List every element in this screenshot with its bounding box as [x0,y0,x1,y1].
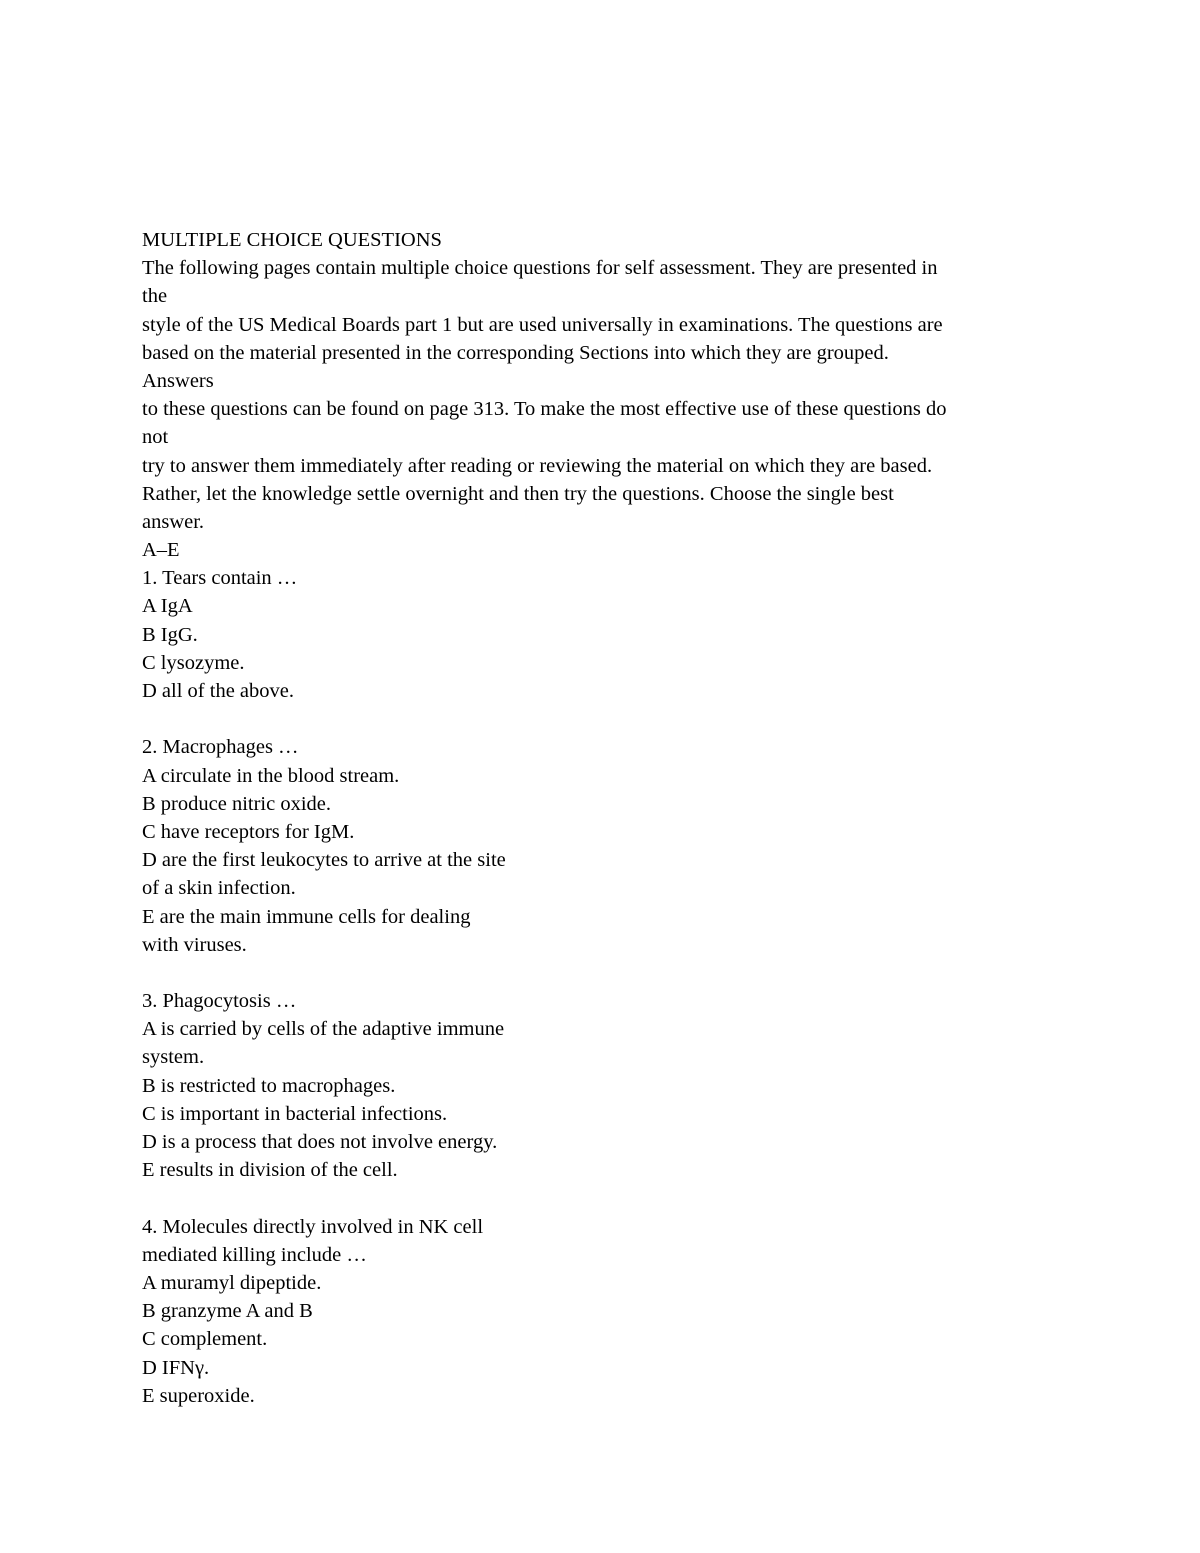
intro-line: answer. [142,510,205,533]
answer-option-b: B is restricted to macrophages. [142,1074,396,1097]
answer-option-a-continued: system. [142,1046,205,1069]
answer-option-c: C lysozyme. [142,651,245,674]
answer-option-a: A circulate in the blood stream. [142,764,400,787]
question-1 [142,564,1072,705]
answer-option-c: C complement. [142,1328,268,1351]
answer-option-e: E results in division of the cell. [142,1159,398,1182]
answer-option-c: C have receptors for IgM. [142,820,355,843]
answer-option-d: D IFNγ. [142,1356,210,1379]
intro-line: the [142,285,168,308]
document-body [142,226,1072,1410]
answer-option-c: C is important in bacterial infections. [142,1102,448,1125]
answer-option-b: B granzyme A and B [142,1300,313,1323]
intro-line: Rather, let the knowledge settle overnight and then try the questions. Choose the single best [142,482,894,505]
question-2 [142,733,1072,959]
spacer [142,959,1072,987]
answer-option-a: A IgA [142,595,193,618]
question-stem: 4. Molecules directly involved in NK cell [142,1215,484,1238]
answer-option-b: B produce nitric oxide. [142,792,332,815]
intro-line: Answers [142,369,214,392]
answer-option-a: A muramyl dipeptide. [142,1271,322,1294]
intro-line: The following pages contain multiple choice questions for self assessment. They are presented in [142,257,938,280]
answer-option-e: E are the main immune cells for dealing [142,905,471,928]
question-stem-continued: mediated killing include … [142,1243,367,1266]
intro-paragraph [142,254,1072,536]
intro-line: try to answer them immediately after reading or reviewing the material on which they are based. [142,454,933,477]
spacer [142,1184,1072,1212]
question-4 [142,1213,1072,1410]
answer-option-d: D is a process that does not involve energy. [142,1131,498,1153]
answer-option-a: A is carried by cells of the adaptive immune [142,1018,505,1041]
question-3 [142,987,1072,1184]
intro-line: to these questions can be found on page 313. To make the most effective use of these questions do [142,398,947,421]
page-heading: MULTIPLE CHOICE QUESTIONS [142,229,442,251]
question-stem: 2. Macrophages … [142,736,299,759]
answer-option-d: D all of the above. [142,680,294,702]
intro-line: not [142,426,169,449]
intro-line: based on the material presented in the corresponding Sections into which they are grouped. [142,341,889,364]
format-label: A–E [142,539,180,562]
question-stem: 1. Tears contain … [142,567,298,590]
answer-option-d-continued: of a skin infection. [142,877,296,900]
answer-option-e: E superoxide. [142,1384,255,1407]
answer-option-e-continued: with viruses. [142,933,247,956]
answer-option-b: B IgG. [142,623,198,646]
answer-option-d: D are the first leukocytes to arrive at the site [142,849,506,872]
spacer [142,705,1072,733]
intro-line: style of the US Medical Boards part 1 but are used universally in examinations. The questions are [142,313,943,336]
question-stem: 3. Phagocytosis … [142,990,297,1013]
